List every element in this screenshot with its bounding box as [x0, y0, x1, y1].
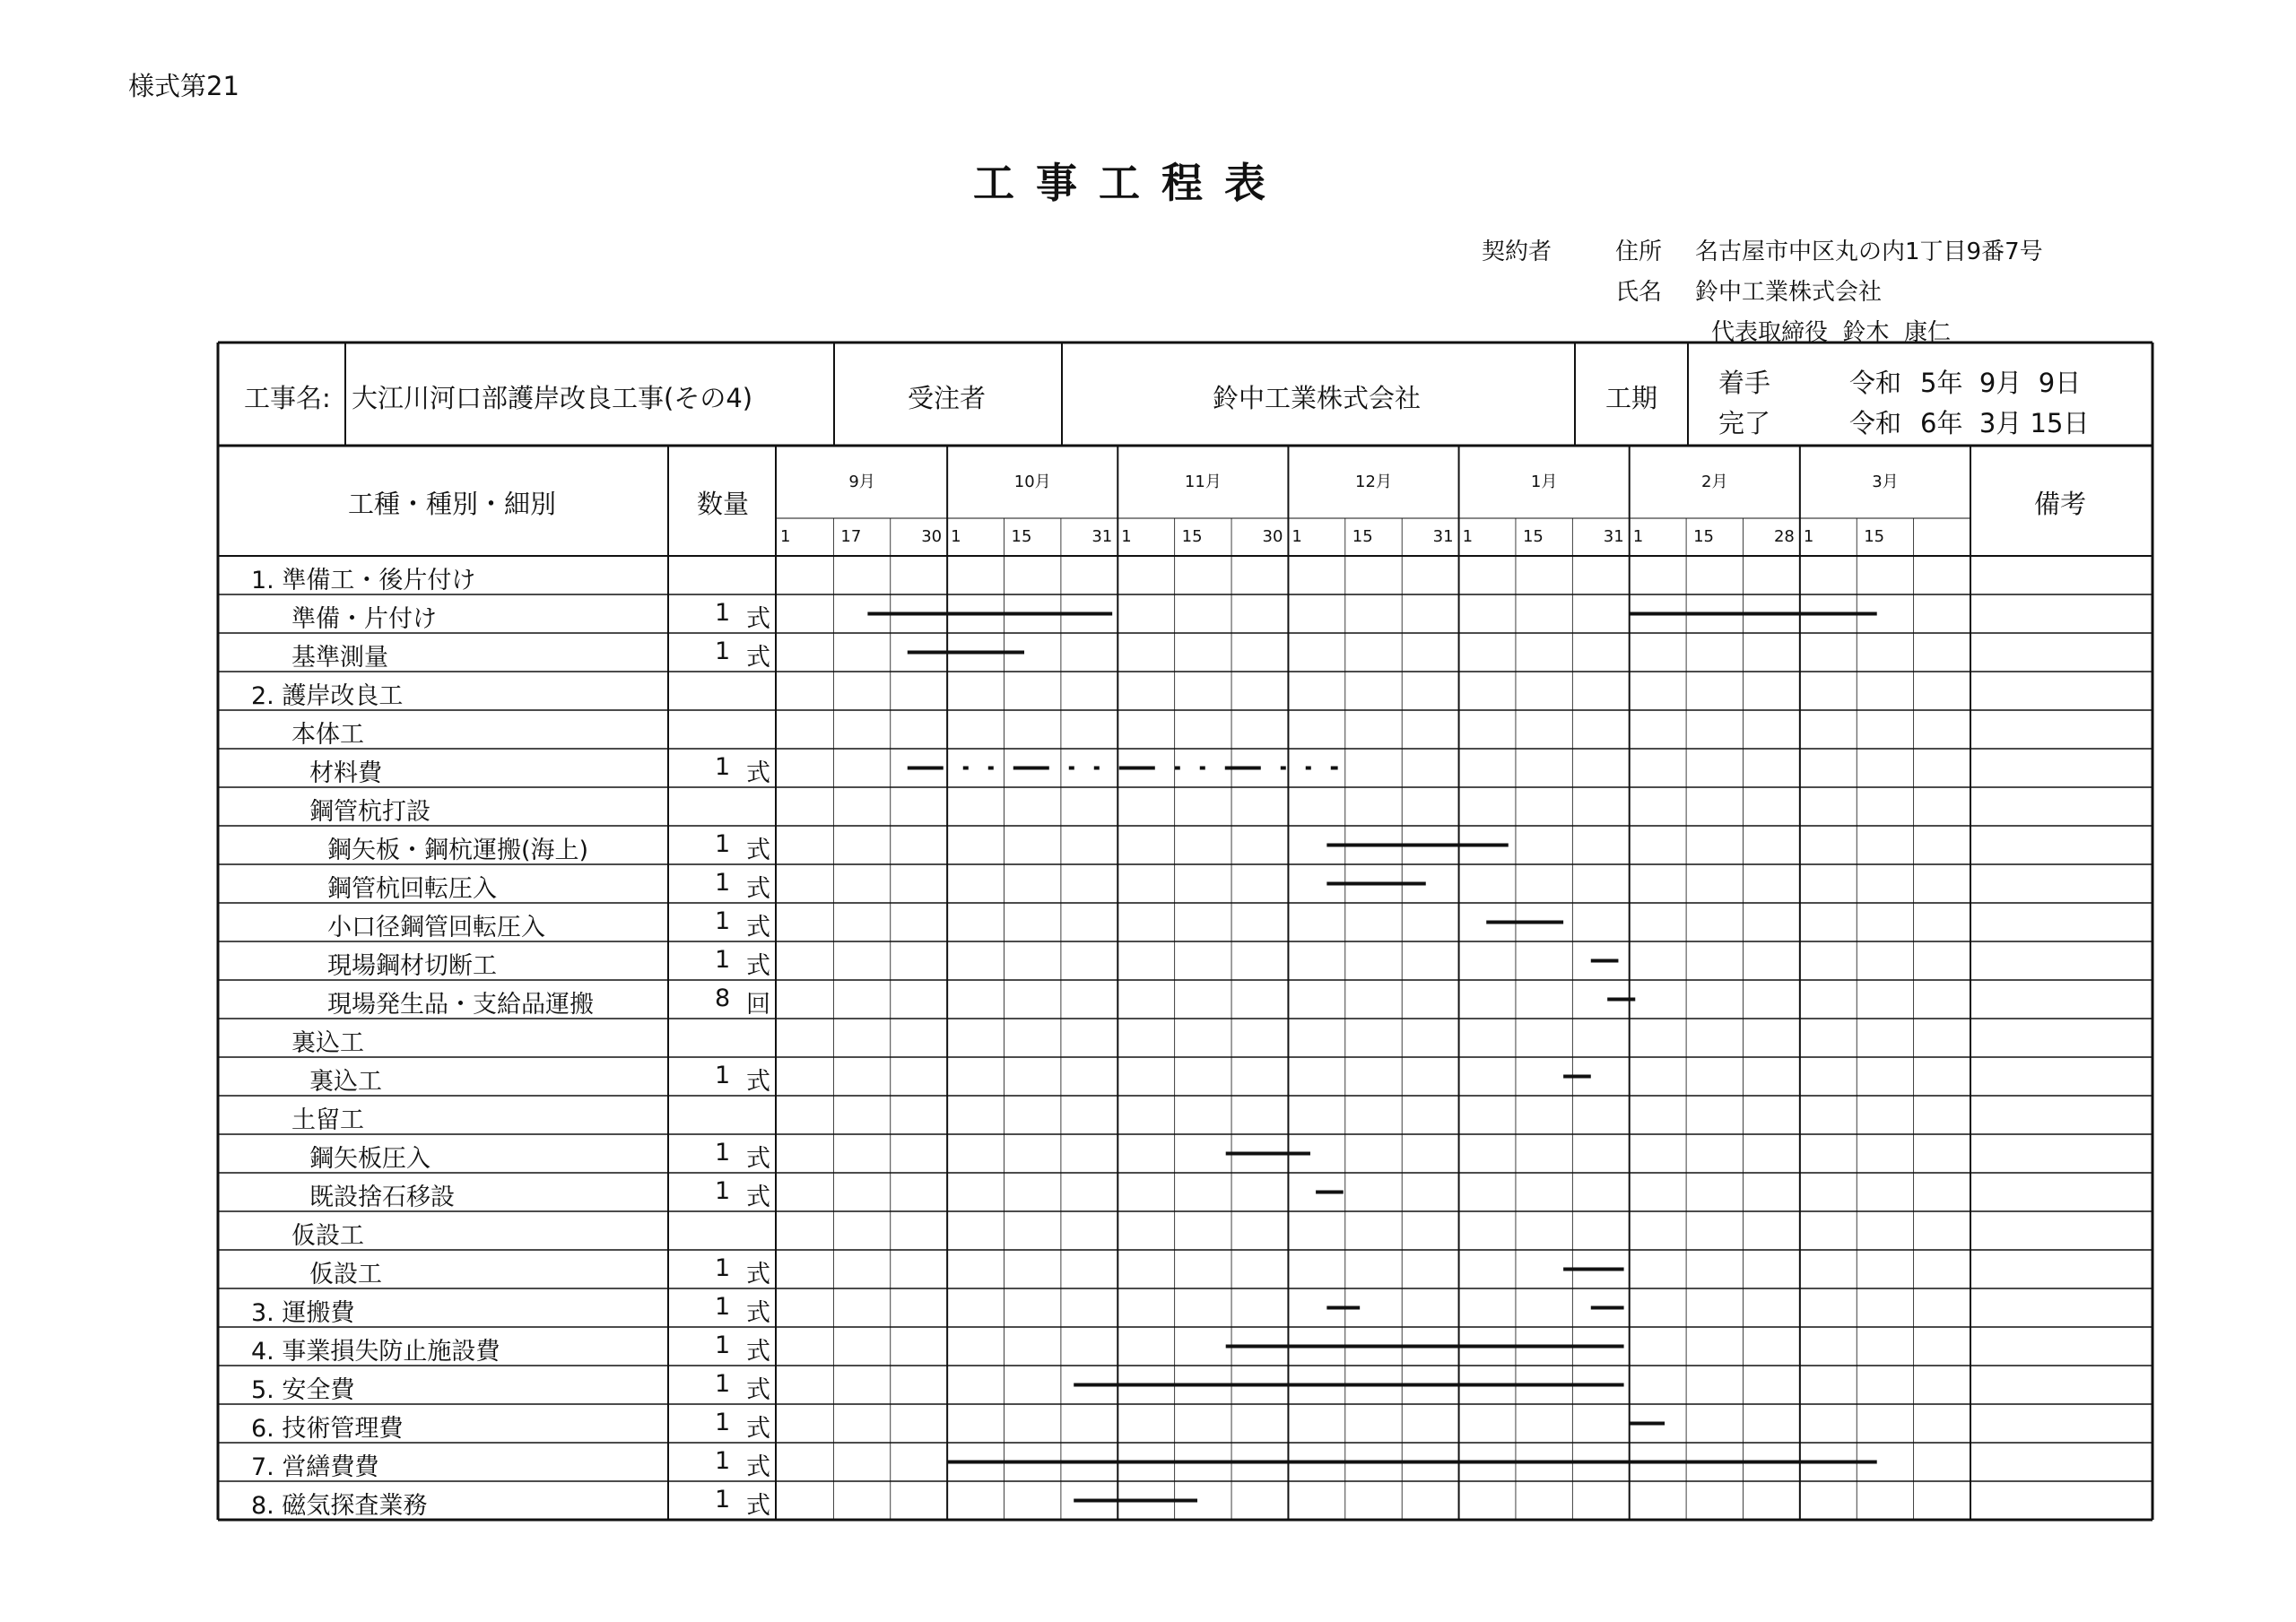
task-unit: 式 — [746, 837, 770, 864]
day-tick-label: 1 — [1632, 527, 1644, 546]
day-tick-label: 17 — [840, 527, 862, 546]
month-label: 11月 — [1184, 473, 1222, 491]
task-unit: 式 — [746, 1415, 770, 1443]
task-quantity: 1 — [715, 1062, 731, 1089]
qty-column-header: 数量 — [697, 489, 750, 519]
task-label: 現場鋼材切断工 — [327, 952, 497, 980]
task-label: 現場発生品・支給品運搬 — [327, 991, 594, 1019]
task-label: 既設捨石移設 — [309, 1184, 455, 1211]
day-tick-label: 15 — [1693, 527, 1714, 546]
task-quantity: 1 — [715, 1447, 731, 1475]
day-tick-label: 1 — [1292, 527, 1302, 546]
day-tick-label: 31 — [1091, 527, 1113, 546]
start-era: 令和 — [1849, 368, 1902, 398]
task-label: 基準測量 — [291, 644, 388, 672]
month-label: 9月 — [848, 473, 875, 491]
task-label: 1. 準備工・後片付け — [251, 567, 476, 594]
orderer-name: 鈴中工業株式会社 — [1213, 383, 1422, 413]
day-tick-label: 15 — [1864, 527, 1885, 546]
task-label: 土留工 — [291, 1106, 364, 1134]
task-unit: 式 — [746, 1376, 770, 1404]
day-tick-label: 1 — [1462, 527, 1474, 546]
month-label: 2月 — [1701, 473, 1728, 491]
day-tick-label: 31 — [1432, 527, 1454, 546]
day-tick-label: 1 — [1803, 527, 1814, 546]
end-date: 6年 3月 15日 — [1920, 408, 2090, 438]
task-quantity: 1 — [715, 1254, 731, 1282]
month-label: 10月 — [1013, 473, 1051, 491]
task-unit: 式 — [746, 1261, 770, 1288]
task-label: 5. 安全費 — [251, 1376, 355, 1404]
task-unit: 式 — [746, 875, 770, 903]
form-number: 様式第21 — [128, 71, 239, 101]
month-label: 1月 — [1530, 473, 1558, 491]
orderer-label: 受注者 — [908, 383, 987, 413]
name-label: 氏名 — [1615, 279, 1663, 306]
task-label: 6. 技術管理費 — [251, 1415, 404, 1443]
task-unit: 回 — [746, 991, 770, 1019]
task-quantity: 1 — [715, 753, 731, 781]
task-unit: 式 — [746, 759, 770, 787]
task-label: 仮設工 — [291, 1222, 364, 1250]
task-label: 準備・片付け — [291, 605, 437, 633]
end-era: 令和 — [1849, 408, 1902, 438]
contractor-label: 契約者 — [1482, 239, 1552, 265]
task-unit: 式 — [746, 1184, 770, 1211]
task-unit: 式 — [746, 1492, 770, 1520]
task-quantity: 1 — [715, 1370, 731, 1398]
task-quantity: 1 — [715, 907, 731, 935]
task-unit: 式 — [746, 644, 770, 672]
day-tick-label: 15 — [1352, 527, 1373, 546]
day-tick-label: 15 — [1522, 527, 1544, 546]
month-label: 12月 — [1355, 473, 1392, 491]
task-quantity: 1 — [715, 638, 731, 665]
task-unit: 式 — [746, 914, 770, 941]
day-tick-label: 30 — [1262, 527, 1283, 546]
task-label: 4. 事業損失防止施設費 — [251, 1338, 500, 1366]
task-label: 鋼矢板・鋼杭運搬(海上) — [327, 837, 589, 864]
task-quantity: 8 — [715, 984, 731, 1012]
task-quantity: 1 — [715, 1139, 731, 1167]
item-column-header: 工種・種別・細別 — [348, 489, 557, 519]
start-label: 着手 — [1718, 368, 1771, 398]
task-quantity: 1 — [715, 830, 731, 858]
day-tick-label: 15 — [1181, 527, 1203, 546]
address-label: 住所 — [1615, 239, 1663, 265]
task-quantity: 1 — [715, 869, 731, 897]
task-unit: 式 — [746, 605, 770, 633]
task-label: 鋼管杭打設 — [309, 798, 430, 826]
day-tick-label: 15 — [1011, 527, 1032, 546]
task-quantity: 1 — [715, 1331, 731, 1359]
task-label: 2. 護岸改良工 — [251, 682, 404, 710]
month-label: 3月 — [1872, 473, 1899, 491]
task-label: 本体工 — [291, 721, 364, 749]
task-quantity: 1 — [715, 946, 731, 974]
task-unit: 式 — [746, 1338, 770, 1366]
task-quantity: 1 — [715, 1177, 731, 1205]
task-unit: 式 — [746, 1299, 770, 1327]
project-name-label: 工事名: — [244, 383, 331, 413]
period-label: 工期 — [1605, 383, 1658, 413]
day-tick-label: 1 — [780, 527, 791, 546]
day-tick-label: 1 — [951, 527, 961, 546]
task-unit: 式 — [746, 1145, 770, 1173]
remarks-column-header: 備考 — [2034, 489, 2087, 519]
task-quantity: 1 — [715, 599, 731, 627]
task-label: 鋼管杭回転圧入 — [327, 875, 497, 903]
task-quantity: 1 — [715, 1409, 731, 1436]
task-label: 材料費 — [309, 759, 382, 787]
address-value: 名古屋市中区丸の内1丁目9番7号 — [1695, 239, 2043, 265]
task-unit: 式 — [746, 1068, 770, 1096]
start-date: 5年 9月 9日 — [1920, 368, 2082, 398]
task-label: 小口径鋼管回転圧入 — [327, 914, 545, 941]
task-label: 7. 営繕費費 — [251, 1453, 379, 1481]
day-tick-label: 31 — [1603, 527, 1624, 546]
task-label: 裏込工 — [291, 1029, 364, 1057]
day-tick-label: 28 — [1773, 527, 1795, 546]
company-name: 鈴中工業株式会社 — [1695, 279, 1883, 306]
end-label: 完了 — [1718, 408, 1771, 438]
task-label: 裏込工 — [309, 1068, 382, 1096]
task-unit: 式 — [746, 952, 770, 980]
task-label: 8. 磁気探査業務 — [251, 1492, 428, 1520]
task-quantity: 1 — [715, 1293, 731, 1321]
task-unit: 式 — [746, 1453, 770, 1481]
task-label: 仮設工 — [309, 1261, 382, 1288]
representative-name: 代表取締役 鈴木 康仁 — [1711, 319, 1952, 346]
day-tick-label: 1 — [1121, 527, 1132, 546]
task-label: 鋼矢板圧入 — [309, 1145, 430, 1173]
task-quantity: 1 — [715, 1486, 731, 1514]
day-tick-label: 30 — [921, 527, 943, 546]
task-label: 3. 運搬費 — [251, 1299, 355, 1327]
page-title: 工事工程表 — [973, 159, 1287, 207]
project-name: 大江川河口部護岸改良工事(その4) — [352, 383, 753, 413]
